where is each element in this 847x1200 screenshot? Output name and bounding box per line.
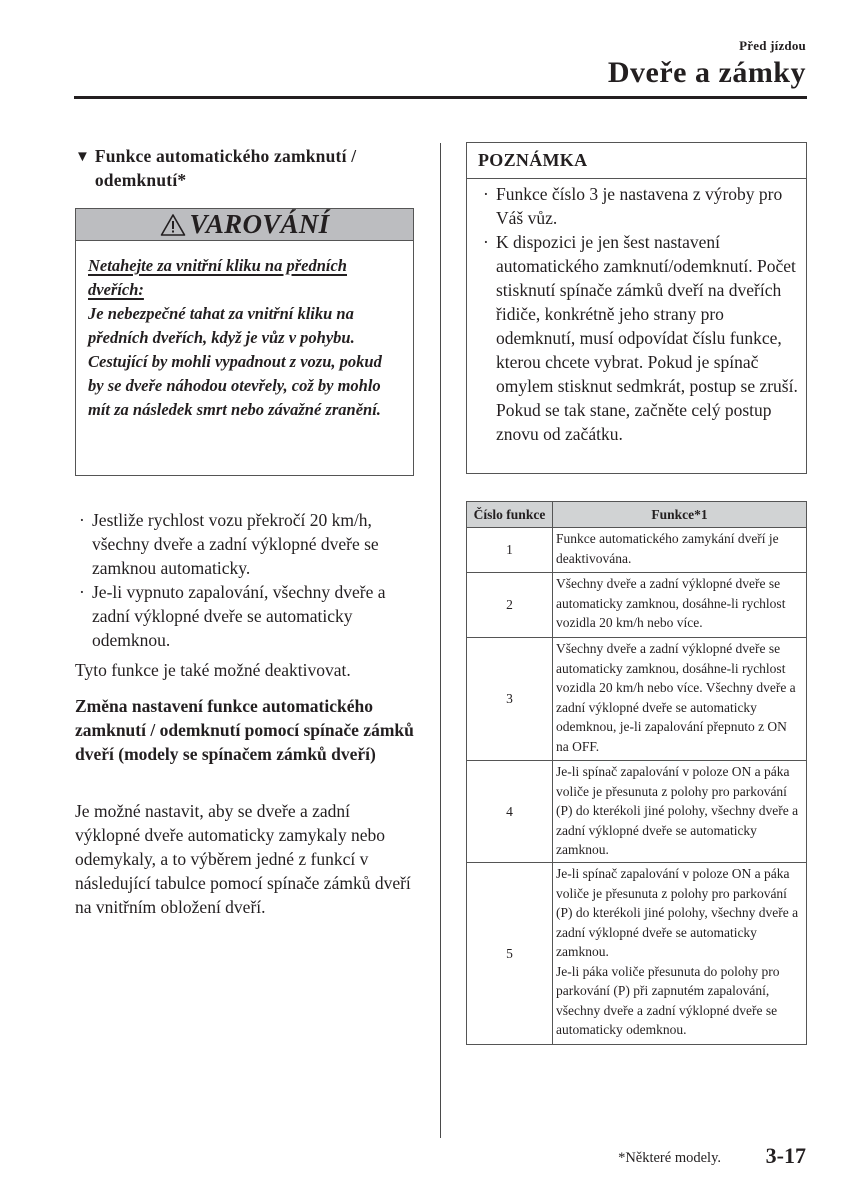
function-number: 1 [467, 528, 553, 573]
function-description: Je-li spínač zapalování v poloze ON a páka voliče je přesunuta z polohy pro parkování (P) do kterékoli jiné polohy, všechny dveře a zadní výklopné dveře se automaticky zamknou. [553, 761, 807, 863]
table-header-row [467, 502, 807, 528]
table-row [467, 573, 807, 638]
table-row [467, 638, 807, 761]
function-number: 2 [467, 573, 553, 638]
note-item: · K dispozici je jen šest nastavení automatického zamknutí/odemknutí. Počet stisknutí spínače zámků dveří na dveřích řidiče, konkrétně jeho strany pro odemknutí, musí odpovídat číslu funkce, kterou chcete vybrat. Pokud je spínač omylem stisknut sedmkrát, postup se zruší. Pokud se tak stane, začněte celý postup znovu od začátku. [483, 232, 798, 444]
function-number: 3 [467, 638, 553, 761]
warning-underlined-text: Netahejte za vnitřní kliku na předních dveřích: [88, 256, 347, 299]
section-label: Před jízdou [739, 38, 806, 53]
function-description: Je-li spínač zapalování v poloze ON a páka voliče je přesunuta z polohy pro parkování (P) do kterékoli jiné polohy, všechny dveře a zadní výklopné dveře se automaticky zamknou. Je-li páka voliče přesunuta do polohy pro parkování (P) při zapnutém zapalování, všechny dveře a zadní výklopné dveře se automaticky odemknou. [553, 863, 807, 1045]
page-number: 3-17 [765, 1143, 806, 1168]
function-description: Funkce automatického zamykání dveří je deaktivována. [553, 528, 807, 573]
bullet-list [79, 508, 419, 652]
paragraph-deactivate: Tyto funkce je také možné deaktivovat. [75, 660, 351, 680]
column-header-function: Funkce*1 [553, 502, 807, 528]
table-row [467, 528, 807, 573]
page-title: Dveře a zámky [607, 56, 806, 89]
table-row [467, 761, 807, 863]
bullet-item: · Je-li vypnuto zapalování, všechny dveře a zadní výklopné dveře se automaticky odemknou. [79, 582, 386, 650]
bold-heading: Změna nastavení funkce automatického zamknutí / odemknutí pomocí spínače zámků dveří (modely se spínačem zámků dveří) [75, 696, 414, 764]
paragraph-setting: Je možné nastavit, aby se dveře a zadní výklopné dveře automaticky zamykaly nebo odemykaly, a to výběrem jedné z funkcí v následující tabulce pomocí spínače zámků dveří na vnitřním obložení dveří. [75, 801, 411, 917]
function-number: 4 [467, 761, 553, 863]
warning-body [76, 241, 413, 422]
note-box [466, 142, 807, 474]
note-list [467, 179, 806, 446]
footnote: *Některé modely. [618, 1150, 721, 1166]
column-divider [440, 143, 441, 1138]
down-triangle-icon: ▼ [75, 149, 90, 165]
note-title: POZNÁMKA [467, 143, 806, 179]
function-description: Všechny dveře a zadní výklopné dveře se automaticky zamknou, dosáhne-li rychlost vozidla 20 km/h nebo více. Všechny dveře a zadní výklopné dveře se automaticky odemknou, je-li zapalování přepnuto z ON na OFF. [553, 638, 807, 761]
subsection-heading [75, 144, 415, 192]
subsection-title: Funkce automatického zamknutí / odemknutí* [94, 146, 357, 190]
table-row [467, 863, 807, 1045]
warning-box [75, 208, 414, 476]
left-column [75, 144, 415, 917]
function-table [466, 501, 807, 1045]
warning-triangle-icon [160, 213, 186, 237]
warning-title: VAROVÁNÍ [189, 209, 330, 239]
header-rule [74, 96, 807, 99]
bullet-item: · Jestliže rychlost vozu překročí 20 km/h, všechny dveře a zadní výklopné dveře se zamknou automaticky. [79, 510, 379, 578]
note-item: · Funkce číslo 3 je nastavena z výroby pro Váš vůz. [483, 184, 783, 228]
column-header-number: Číslo funkce [467, 502, 553, 528]
warning-text: Je nebezpečné tahat za vnitřní kliku na předních dveřích, když je vůz v pohybu. Cestující by mohli vypadnout z vozu, pokud by se dveře náhodou otevřely, což by mohlo mít za následek smrt nebo závažné zranění. [88, 304, 382, 419]
warning-header [76, 209, 413, 241]
function-number: 5 [467, 863, 553, 1045]
function-description: Všechny dveře a zadní výklopné dveře se automaticky zamknou, dosáhne-li rychlost vozidla 20 km/h nebo více. [553, 573, 807, 638]
